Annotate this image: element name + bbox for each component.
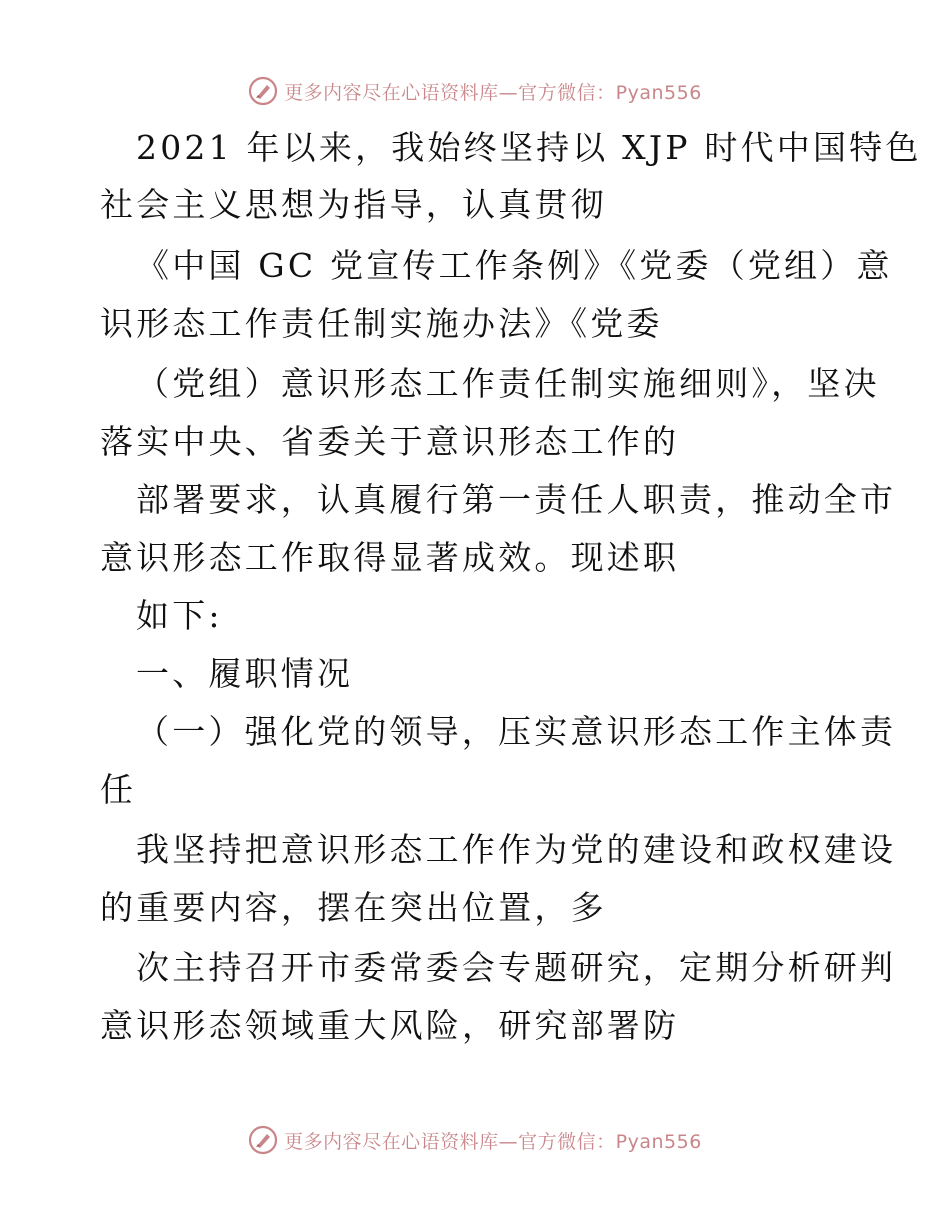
body-line: 次主持召开市委常委会专题研究，定期分析研判 [136,948,897,987]
watermark-text: 更多内容尽在心语资料库—官方微信：Pyan556 [284,1130,702,1153]
body-line: 识形态工作责任制实施办法》《党委 [100,304,663,343]
pen-nib-logo-icon [248,76,278,106]
body-line: 如下: [136,596,223,635]
body-line: 社会主义思想为指导，认真贯彻 [100,185,607,224]
body-line: 2021 年以来，我始终坚持以 XJP 时代中国特色 [136,128,922,167]
body-line: 我坚持把意识形态工作作为党的建设和政权建设 [136,830,897,869]
body-line: 意识形态工作取得显著成效。现述职 [100,538,680,577]
watermark-text: 更多内容尽在心语资料库—官方微信：Pyan556 [284,81,702,104]
subsection-heading: （一）强化党的领导，压实意识形态工作主体责 [136,712,897,751]
body-line: 意识形态领域重大风险，研究部署防 [100,1006,680,1045]
subsection-heading-continued: 任 [100,770,137,809]
body-line: （党组）意识形态工作责任制实施细则》，坚决 [136,364,880,403]
pen-nib-logo-icon [248,1125,278,1155]
header-watermark [0,73,950,109]
body-line: 落实中央、省委关于意识形态工作的 [100,422,680,461]
body-line: 《中国 GC 党宣传工作条例》《党委（党组）意 [136,246,893,285]
footer-watermark [0,1122,950,1158]
body-line: 的重要内容，摆在突出位置，多 [100,888,607,927]
body-line: 部署要求，认真履行第一责任人职责，推动全市 [136,480,897,519]
section-heading: 一、履职情况 [136,654,354,693]
